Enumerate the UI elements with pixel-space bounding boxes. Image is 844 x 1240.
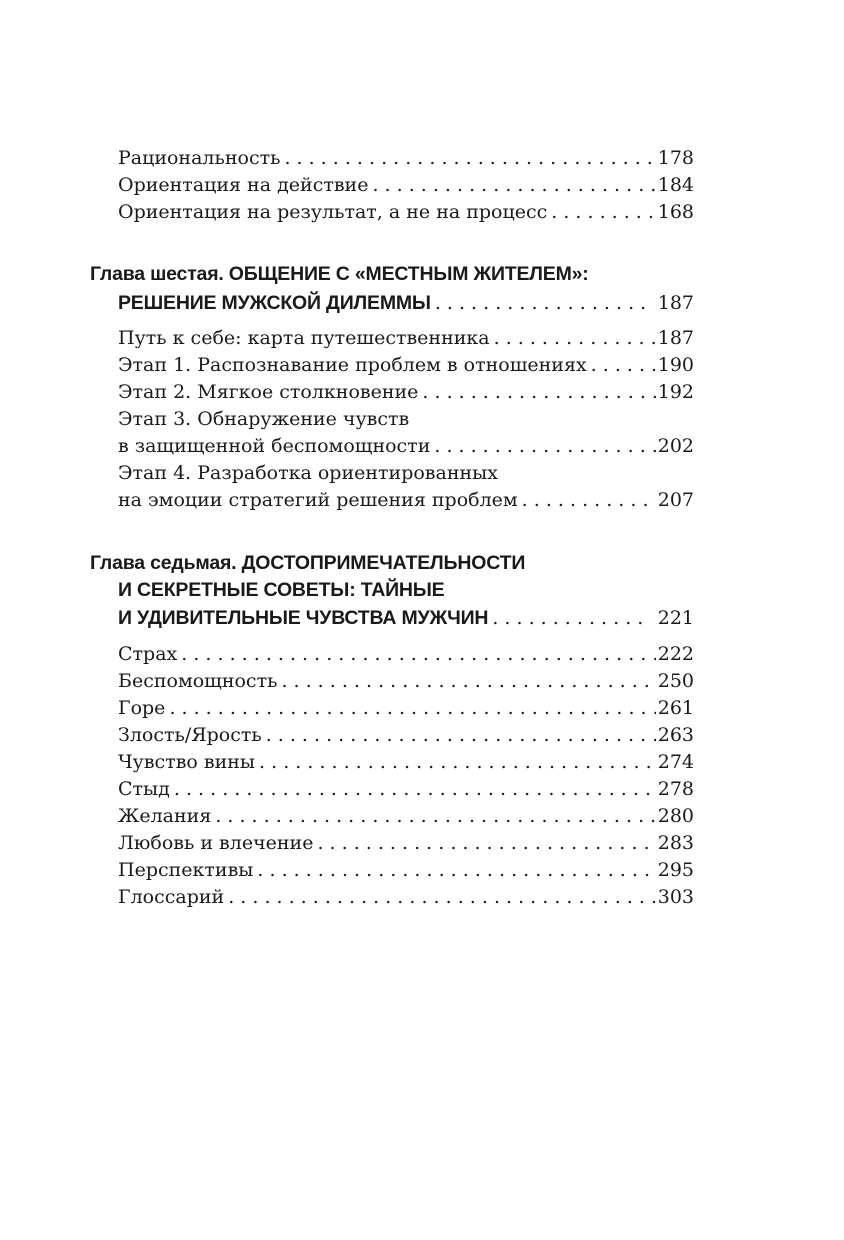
chapter-7-title[interactable]: Глава седьмая. ДОСТОПРИМЕЧАТЕЛЬНОСТИ xyxy=(90,552,526,574)
toc-entry[interactable] xyxy=(118,881,694,908)
toc-entry[interactable] xyxy=(118,430,694,457)
leader-dots xyxy=(591,354,656,376)
toc-entry[interactable] xyxy=(118,196,694,223)
toc-entry[interactable] xyxy=(118,169,694,196)
leader-dots xyxy=(259,751,656,773)
chapter-7-title-line2[interactable]: И СЕКРЕТНЫЕ СОВЕТЫ: ТАЙНЫЕ xyxy=(118,579,445,601)
toc-entry-label: Перспективы xyxy=(118,859,254,881)
leader-dots xyxy=(422,381,655,403)
toc-entry-label: в защищенной беспомощности xyxy=(118,435,431,457)
toc-entry[interactable] xyxy=(118,827,694,854)
toc-entry-stage3-line1[interactable]: Этап 3. Обнаружение чувств xyxy=(118,408,410,430)
toc-entry-label: Любовь и влечение xyxy=(118,832,314,854)
leader-dots xyxy=(434,435,655,457)
leader-dots xyxy=(372,174,655,196)
chapter-7-page: 221 xyxy=(657,607,694,629)
toc-entry-page: 250 xyxy=(657,670,694,692)
chapter-6-title[interactable]: Глава шестая. ОБЩЕНИЕ С «МЕСТНЫМ ЖИТЕЛЕМ»: xyxy=(90,263,589,285)
toc-entry[interactable] xyxy=(118,800,694,827)
leader-dots xyxy=(228,886,656,908)
toc-entry-page: 303 xyxy=(657,886,694,908)
leader-dots xyxy=(551,201,655,223)
leader-dots xyxy=(266,724,656,746)
leader-dots xyxy=(494,327,656,349)
toc-entry-label: Рациональность xyxy=(118,147,281,169)
toc-entry-page: 202 xyxy=(657,435,694,457)
leader-dots xyxy=(492,607,645,629)
toc-entry[interactable] xyxy=(118,665,694,692)
toc-entry-label: Этап 2. Мягкое столкновение xyxy=(118,381,419,403)
chapter-6-title-row[interactable] xyxy=(118,287,694,314)
toc-entry-label: Путь к себе: карта путешественника xyxy=(118,327,490,349)
toc-entry-page: 207 xyxy=(657,489,694,511)
chapter-6-page: 187 xyxy=(657,292,694,314)
toc-entry-page: 261 xyxy=(657,697,694,719)
toc-entry[interactable] xyxy=(118,484,694,511)
leader-dots xyxy=(522,489,656,511)
leader-dots xyxy=(317,832,655,854)
toc-entry-label: Стыд xyxy=(118,778,170,800)
leader-dots xyxy=(215,805,655,827)
leader-dots xyxy=(181,643,655,665)
toc-entry-label: Глоссарий xyxy=(118,886,225,908)
toc-entry[interactable] xyxy=(118,854,694,881)
toc-entry-page: 178 xyxy=(657,147,694,169)
chapter-7-title-line3: И УДИВИТЕЛЬНЫЕ ЧУВСТВА МУЖЧИН xyxy=(118,607,489,629)
toc-entry-page: 222 xyxy=(657,643,694,665)
chapter-7-title-row[interactable] xyxy=(118,602,694,629)
toc-entry-label: Чувство вины xyxy=(118,751,256,773)
toc-entry-label: Желания xyxy=(118,805,212,827)
toc-entry-page: 295 xyxy=(657,859,694,881)
toc-entry-page: 192 xyxy=(657,381,694,403)
toc-entry-label: Беспомощность xyxy=(118,670,278,692)
toc-entry[interactable] xyxy=(118,692,694,719)
toc-entry[interactable] xyxy=(118,719,694,746)
toc-entry[interactable] xyxy=(118,746,694,773)
leader-dots xyxy=(281,670,655,692)
toc-entry-label: на эмоции стратегий решения проблем xyxy=(118,489,518,511)
leader-dots xyxy=(174,778,656,800)
toc-entry-stage4-line1[interactable]: Этап 4. Разработка ориентированных xyxy=(118,462,498,484)
leader-dots xyxy=(257,859,655,881)
toc-entry[interactable] xyxy=(118,376,694,403)
toc-entry-page: 280 xyxy=(657,805,694,827)
toc-entry-page: 187 xyxy=(657,327,694,349)
toc-entry[interactable] xyxy=(118,322,694,349)
toc-entry-page: 283 xyxy=(657,832,694,854)
toc-entry-label: Страх xyxy=(118,643,178,665)
toc-entry-page: 168 xyxy=(657,201,694,223)
toc-entry[interactable] xyxy=(118,349,694,376)
toc-entry-page: 184 xyxy=(657,174,694,196)
toc-entry[interactable] xyxy=(118,773,694,800)
toc-entry-label: Ориентация на результат, а не на процесс xyxy=(118,201,548,223)
toc-entry-label: Ориентация на действие xyxy=(118,174,369,196)
toc-entry[interactable] xyxy=(118,638,694,665)
toc-entry-label: Горе xyxy=(118,697,166,719)
toc-entry-label: Злость/Ярость xyxy=(118,724,262,746)
toc-entry-page: 278 xyxy=(657,778,694,800)
toc-entry[interactable] xyxy=(118,142,694,169)
leader-dots xyxy=(435,292,646,314)
leader-dots xyxy=(169,697,655,719)
toc-entry-page: 263 xyxy=(657,724,694,746)
toc-entry-page: 190 xyxy=(657,354,694,376)
chapter-6-title-line2: РЕШЕНИЕ МУЖСКОЙ ДИЛЕММЫ xyxy=(118,292,431,314)
toc-entry-label: Этап 1. Распознавание проблем в отношениях xyxy=(118,354,587,376)
toc-entry-page: 274 xyxy=(657,751,694,773)
leader-dots xyxy=(284,147,655,169)
